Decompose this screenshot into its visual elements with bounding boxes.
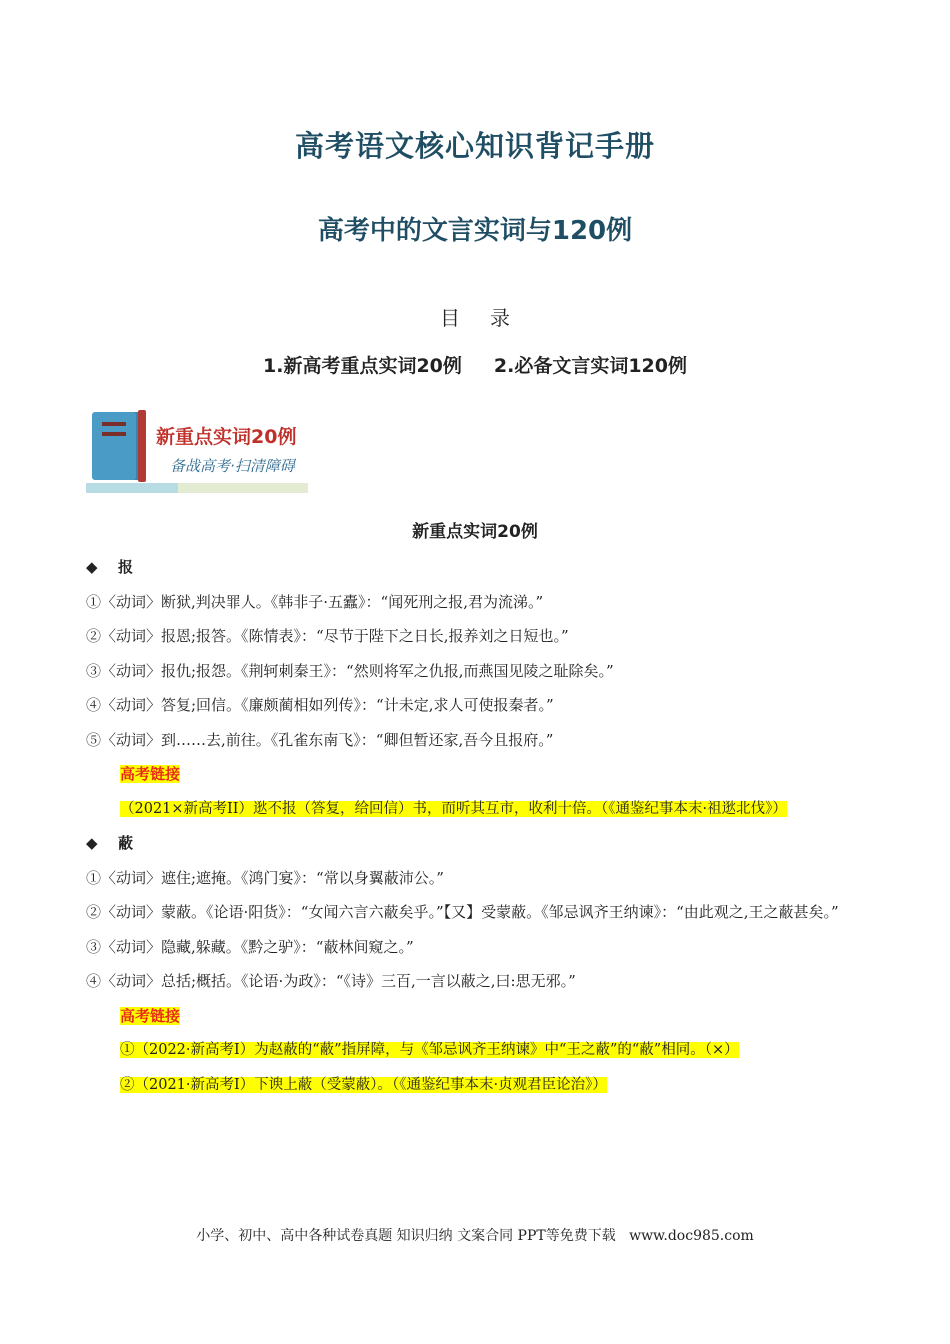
exam-link-text: ②（2021·新高考I）下谀上蔽（受蒙蔽）。（《通鉴纪事本末·贞观君臣论治》） — [120, 1076, 607, 1093]
footer-url[interactable]: www.doc985.com — [629, 1228, 754, 1244]
sense-line: ①〈动词〉遮住;遮掩。《鸿门宴》：“常以身翼蔽沛公。” — [86, 868, 444, 887]
diamond-bullet-icon: ◆ — [86, 834, 98, 852]
exam-link-label: 高考链接 — [120, 765, 181, 783]
entry-heading — [86, 826, 861, 861]
sense-line: ⑤〈动词〉到……去,前往。《孔雀东南飞》：“卿但暂还家,吾今且报府。” — [86, 730, 554, 749]
banner-title: 新重点实词20例 — [156, 426, 297, 448]
section-banner — [86, 410, 310, 494]
entries-content — [86, 550, 861, 1102]
document-title: 高考语文核心知识背记手册 — [294, 129, 655, 163]
sense-line: ①〈动词〉断狱,判决罪人。《韩非子·五蠹》：“闻死刑之报,君为流涕。” — [86, 592, 544, 611]
entry-word: 蔽 — [118, 834, 134, 852]
diamond-bullet-icon: ◆ — [86, 558, 98, 576]
book-icon — [92, 412, 140, 480]
book-spine — [138, 410, 146, 482]
section-title: 新重点实词20例 — [412, 522, 538, 542]
page-footer — [0, 1225, 950, 1245]
toc-list — [0, 351, 950, 378]
toc-item: 2.必备文言实词120例 — [493, 355, 687, 377]
sense-line: ②〈动词〉蒙蔽。《论语·阳货》：“女闻六言六蔽矣乎。”【又】受蒙蔽。《邹忌讽齐王纳谏》：“由此观之,王之蔽甚矣。” — [86, 903, 839, 921]
exam-link-text: ①（2022·新高考I）为赵蔽的“蔽”指屏障，与《邹忌讽齐王纳谏》中“王之蔽”的“蔽”相同。（×） — [120, 1042, 739, 1058]
sense-line: ③〈动词〉报仇;报怨。《荆轲刺秦王》：“然则将军之仇报,而燕国见陵之耻除矣。” — [86, 661, 614, 680]
document-subtitle: 高考中的文言实词与120例 — [317, 216, 633, 246]
sense-line: ②〈动词〉报恩;报答。《陈情表》：“尽节于陛下之日长,报养刘之日短也。” — [86, 627, 569, 645]
footer-text: 小学、初中、高中各种试卷真题 知识归纳 文案合同 PPT等免费下载 — [196, 1228, 616, 1244]
banner-strip — [178, 483, 308, 493]
toc-item: 1.新高考重点实词20例 — [263, 355, 462, 377]
sense-line: ③〈动词〉隐藏,躲藏。《黔之驴》：“蔽林间窥之。” — [86, 937, 414, 956]
sense-line: ④〈动词〉总括;概括。《论语·为政》：“《诗》三百,一言以蔽之,曰:思无邪。” — [86, 972, 576, 990]
exam-link-label: 高考链接 — [120, 1006, 181, 1025]
toc-heading: 目录 — [440, 306, 540, 330]
entry-heading — [86, 550, 861, 585]
sense-line: ④〈动词〉答复;回信。《廉颇蔺相如列传》：“计未定,求人可使报秦者。” — [86, 696, 554, 714]
exam-link-text: （2021×新高考II）逖不报（答复，给回信）书，而听其互市，收利十倍。（《通鉴纪事本末·祖逖北伐》） — [120, 800, 787, 817]
entry-word: 报 — [118, 558, 134, 576]
banner-subtitle: 备战高考·扫清障碍 — [170, 457, 295, 475]
